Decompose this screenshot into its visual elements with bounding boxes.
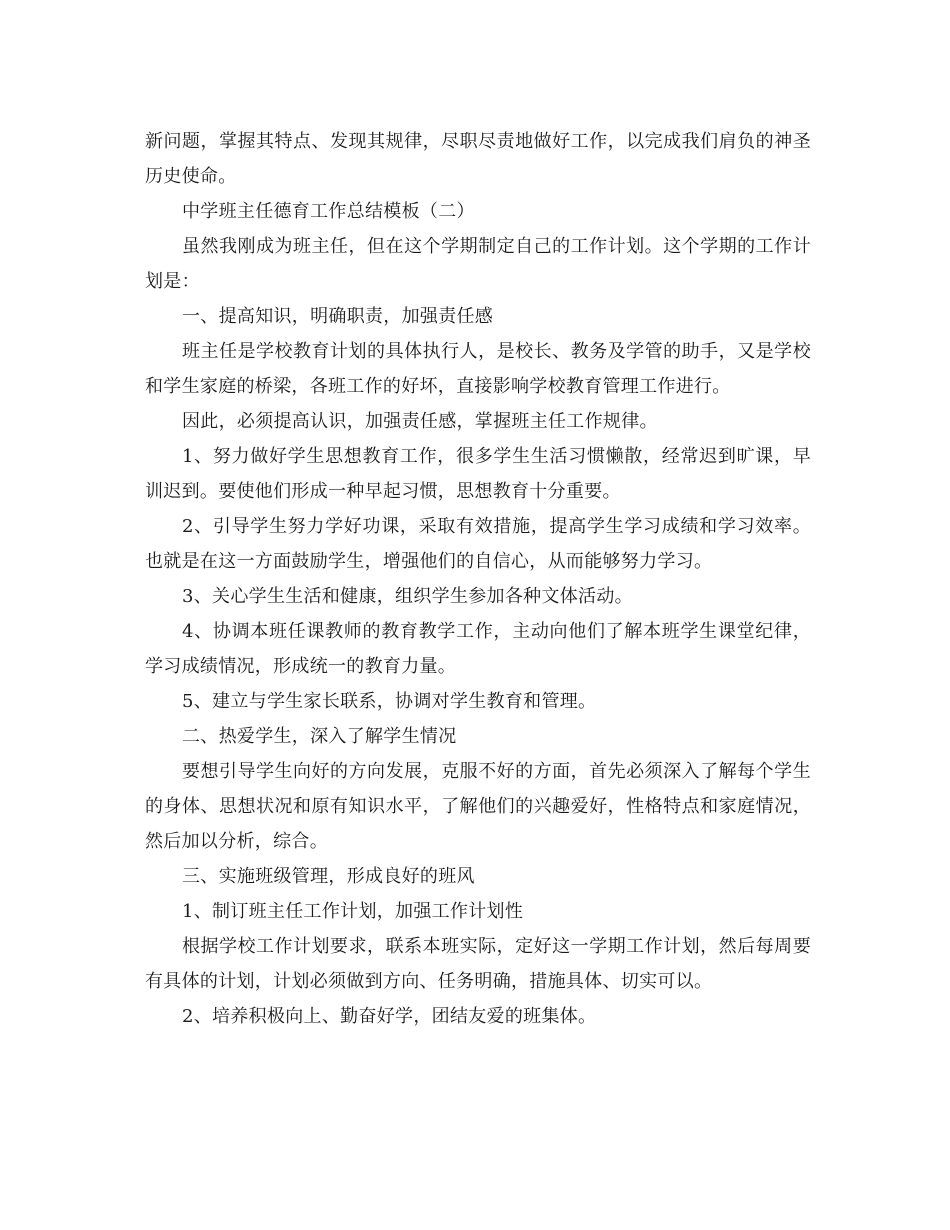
list-item: 3、关心学生生活和健康，组织学生参加各种文体活动。 — [182, 586, 633, 607]
paragraph-intro: 虽然我刚成为班主任，但在这个学期制定自己的工作计划。这个学期的工作计划是： — [145, 236, 811, 292]
paragraph: 因此，必须提高认识，加强责任感，掌握班主任工作规律。 — [182, 411, 658, 432]
paragraph-continuation: 新问题，掌握其特点、发现其规律，尽职尽责地做好工作，以完成我们肩负的神圣历史使命。 — [145, 131, 811, 187]
list-item: 2、培养积极向上、勤奋好学，团结友爱的班集体。 — [182, 1006, 597, 1027]
paragraph: 要想引导学生向好的方向发展，克服不好的方面，首先必须深入了解每个学生的身体、思想状况和原有知识水平，了解他们的兴趣爱好，性格特点和家庭情况，然后加以分析，综合。 — [145, 761, 811, 852]
list-item: 2、引导学生努力学好功课，采取有效措施，提高学生学习成绩和学习效率。也就是在这一方面鼓励学生，增强他们的自信心，从而能够努力学习。 — [145, 516, 811, 572]
paragraph: 根据学校工作计划要求，联系本班实际，定好这一学期工作计划，然后每周要有具体的计划，计划必须做到方向、任务明确，措施具体、切实可以。 — [145, 936, 811, 992]
list-item: 1、努力做好学生思想教育工作，很多学生生活习惯懒散，经常迟到旷课，早训迟到。要使他们形成一种早起习惯，思想教育十分重要。 — [145, 446, 811, 502]
list-item: 5、建立与学生家长联系，协调对学生教育和管理。 — [182, 691, 597, 712]
paragraph: 班主任是学校教育计划的具体执行人，是校长、教务及学管的助手，又是学校和学生家庭的桥梁，各班工作的好坏，直接影响学校教育管理工作进行。 — [145, 341, 811, 397]
heading-one: 一、提高知识，明确职责，加强责任感 — [182, 306, 494, 327]
document-body — [145, 124, 811, 1034]
list-item: 1、制订班主任工作计划，加强工作计划性 — [182, 901, 524, 922]
heading-two: 二、热爱学生，深入了解学生情况 — [182, 726, 457, 747]
section-title: 中学班主任德育工作总结模板（二） — [182, 201, 475, 222]
document-page — [145, 124, 811, 1034]
heading-three: 三、实施班级管理，形成良好的班风 — [182, 866, 475, 887]
list-item: 4、协调本班任课教师的教育教学工作，主动向他们了解本班学生课堂纪律，学习成绩情况，形成统一的教育力量。 — [145, 621, 811, 677]
